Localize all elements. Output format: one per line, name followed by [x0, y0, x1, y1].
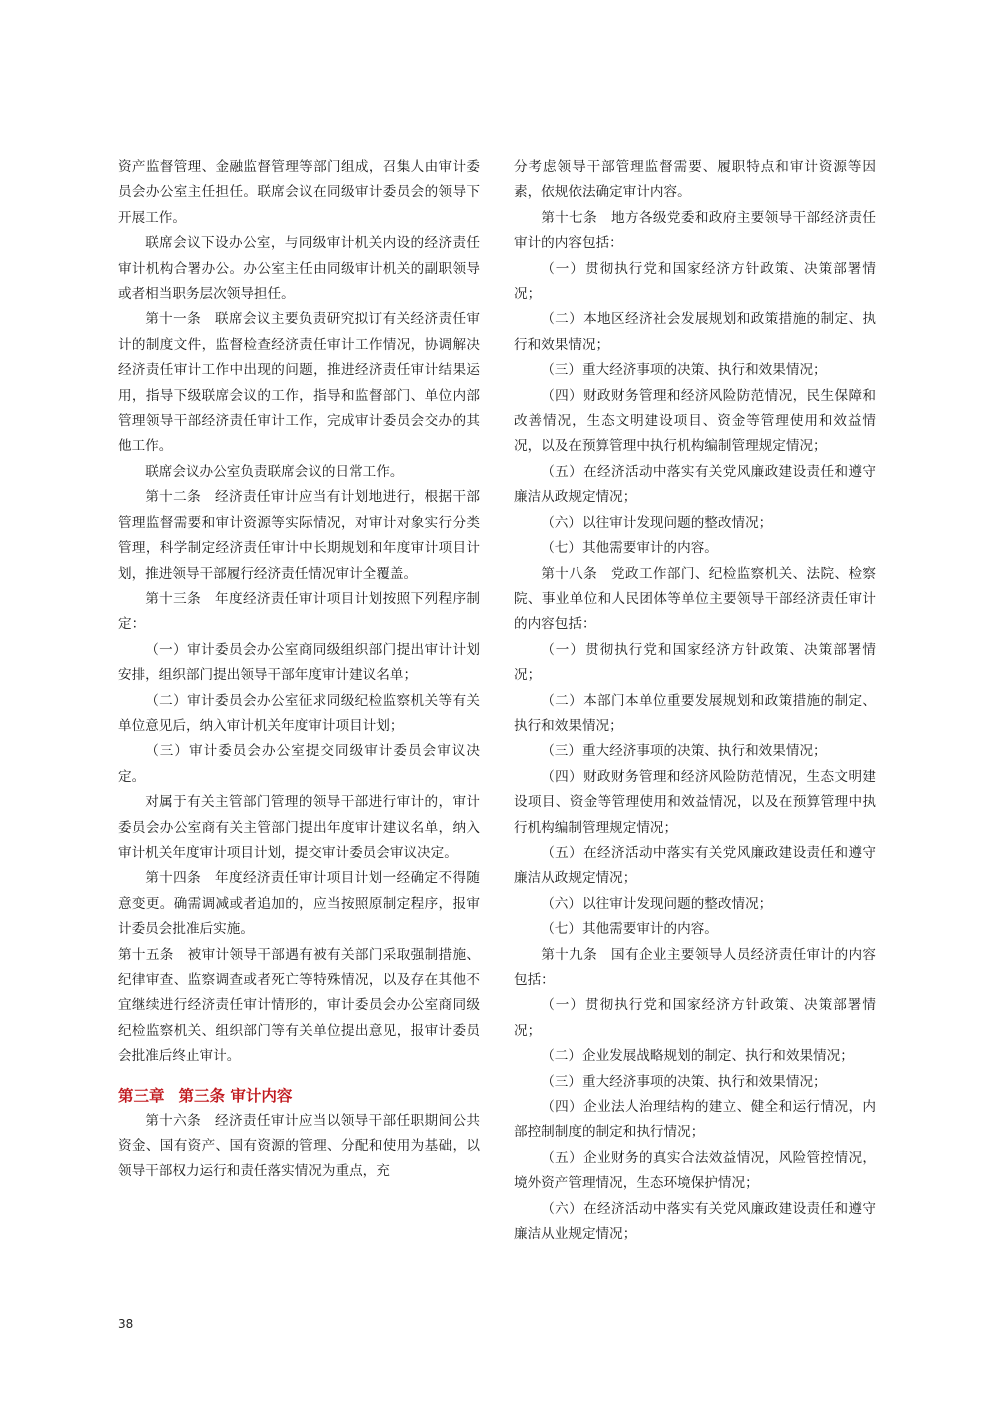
- chapter-title: 第三条 审计内容: [178, 1086, 293, 1105]
- list-item: （二）企业发展战略规划的制定、执行和效果情况；: [541, 1048, 854, 1065]
- chapter-number: 第三章: [118, 1086, 165, 1105]
- list-item: （五）在经济活动中落实有关党风廉政建设责任和遵守廉洁从政规定情况；: [514, 463, 876, 506]
- list-item: （三）重大经济事项的决策、执行和效果情况；: [541, 743, 827, 760]
- paragraph: 对属于有关主管部门管理的领导干部进行审计的，审计委员会办公室商有关主管部门提出年度审计建议名单，纳入审计机关年度审计项目计划，提交审计委员会审议决定。: [118, 794, 480, 861]
- paragraph: 资产监督管理、金融监督管理等部门组成，召集人由审计委员会办公室主任担任。联席会议在同级审计委员会的领导下开展工作。: [118, 159, 480, 226]
- article-12: 第十二条 经济责任审计应当有计划地进行，根据干部管理监督需要和审计资源等实际情况，对审计对象实行分类管理，科学制定经济责任审计中长期规划和年度审计项目计划，推进领导干部履行经济责任情况审计全覆盖。: [118, 489, 480, 582]
- paragraph: 联席会议下设办公室，与同级审计机关内设的经济责任审计机构合署办公。办公室主任由同级审计机关的副职领导或者相当职务层次领导担任。: [118, 235, 480, 303]
- list-item: （二）本地区经济社会发展规划和政策措施的制定、执行和效果情况；: [514, 311, 876, 353]
- list-item: （四）财政财务管理和经济风险防范情况，民生保障和改善情况，生态文明建设项目、资金等管理使用和效益情况，以及在预算管理中执行机构编制管理规定情况；: [514, 387, 876, 455]
- list-item: （五）在经济活动中落实有关党风廉政建设责任和遵守廉洁从政规定情况；: [514, 844, 876, 887]
- list-item: （一）审计委员会办公室商同级组织部门提出审计计划安排，组织部门提出领导干部年度审计建议名单；: [118, 641, 480, 684]
- list-item: （六）在经济活动中落实有关党风廉政建设责任和遵守廉洁从业规定情况；: [514, 1200, 876, 1243]
- chapter-heading: [118, 1084, 480, 1109]
- list-item: （五）企业财务的真实合法效益情况，风险管控情况，境外资产管理情况，生态环境保护情况；: [514, 1149, 876, 1192]
- article-15: 第十五条 被审计领导干部遇有被有关部门采取强制措施、纪律审查、监察调查或者死亡等特殊情况，以及存在其他不宜继续进行经济责任审计情形的，审计委员会办公室商同级纪检监察机关、组织部门等有关单位提出意见，报审计委员会批准后终止审计。: [118, 946, 480, 1065]
- list-item: （四）财政财务管理和经济风险防范情况，生态文明建设项目、资金等管理使用和效益情况，以及在预算管理中执行机构编制管理规定情况；: [514, 768, 876, 836]
- list-item: （四）企业法人治理结构的建立、健全和运行情况，内部控制制度的制定和执行情况；: [514, 1099, 876, 1141]
- list-item: （一）贯彻执行党和国家经济方针政策、决策部署情况；: [514, 260, 876, 303]
- list-item: （三）重大经济事项的决策、执行和效果情况；: [541, 362, 827, 379]
- article-17: 第十七条 地方各级党委和政府主要领导干部经济责任审计的内容包括：: [514, 209, 876, 252]
- article-11: 第十一条 联席会议主要负责研究拟订有关经济责任审计的制度文件，监督检查经济责任审计工作情况，协调解决经济责任审计工作中出现的问题，推进经济责任审计结果运用，指导下级联席会议的工作，指导和监督部门、单位内部管理领导干部经济责任审计工作，完成审计委员会交办的其他工作。: [118, 311, 480, 455]
- list-item: （一）贯彻执行党和国家经济方针政策、决策部署情况；: [514, 997, 876, 1039]
- list-item: （二）本部门本单位重要发展规划和政策措施的制定、执行和效果情况；: [514, 692, 876, 734]
- page-number: 38: [118, 1317, 134, 1331]
- list-item: （三）重大经济事项的决策、执行和效果情况；: [541, 1073, 827, 1090]
- list-item: （七）其他需要审计的内容。: [541, 921, 718, 938]
- left-column: [118, 155, 480, 1185]
- list-item: （一）贯彻执行党和国家经济方针政策、决策部署情况；: [514, 641, 876, 684]
- article-19: 第十九条 国有企业主要领导人员经济责任审计的内容包括：: [514, 946, 876, 988]
- paragraph: 分考虑领导干部管理监督需要、履职特点和审计资源等因素，依规依法确定审计内容。: [514, 159, 876, 201]
- article-16: 第十六条 经济责任审计应当以领导干部任职期间公共资金、国有资产、国有资源的管理、分配和使用为基础，以领导干部权力运行和责任落实情况为重点，充: [118, 1112, 480, 1180]
- article-13: 第十三条 年度经济责任审计项目计划按照下列程序制定：: [118, 590, 480, 633]
- right-column: [514, 155, 876, 1247]
- list-item: （七）其他需要审计的内容。: [541, 540, 718, 557]
- list-item: （二）审计委员会办公室征求同级纪检监察机关等有关单位意见后，纳入审计机关年度审计项目计划；: [118, 692, 480, 734]
- article-14: 第十四条 年度经济责任审计项目计划一经确定不得随意变更。确需调减或者追加的，应当按照原制定程序，报审计委员会批准后实施。: [118, 870, 480, 938]
- list-item: （三）审计委员会办公室提交同级审计委员会审议决定。: [118, 743, 480, 785]
- paragraph: 联席会议办公室负责联席会议的日常工作。: [145, 463, 404, 480]
- list-item: （六）以往审计发现问题的整改情况；: [541, 514, 773, 531]
- article-18: 第十八条 党政工作部门、纪检监察机关、法院、检察院、事业单位和人民团体等单位主要领导干部经济责任审计的内容包括：: [514, 565, 876, 633]
- list-item: （六）以往审计发现问题的整改情况；: [541, 895, 773, 912]
